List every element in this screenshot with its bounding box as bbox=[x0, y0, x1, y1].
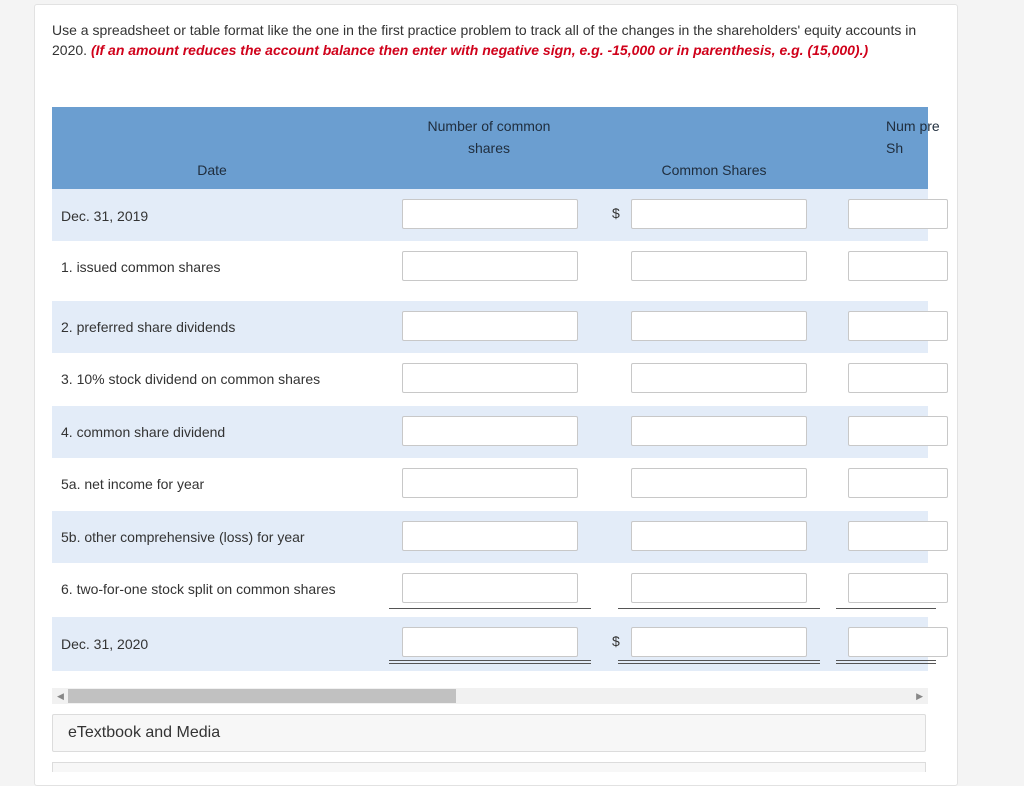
number-preferred-shares-input[interactable] bbox=[848, 199, 948, 229]
row-label: 2. preferred share dividends bbox=[61, 319, 236, 335]
dollar-sign: $ bbox=[612, 205, 620, 221]
number-common-shares-input[interactable] bbox=[402, 416, 578, 446]
number-preferred-shares-input[interactable] bbox=[848, 363, 948, 393]
number-preferred-shares-input[interactable] bbox=[848, 251, 948, 281]
total-double-line-3 bbox=[836, 660, 936, 664]
number-preferred-shares-input[interactable] bbox=[848, 468, 948, 498]
common-shares-amount-input[interactable] bbox=[631, 363, 807, 393]
number-common-shares-input[interactable] bbox=[402, 627, 578, 657]
scroll-left-icon[interactable]: ◀ bbox=[57, 691, 64, 701]
header-date: Date bbox=[197, 162, 227, 178]
row-label: 6. two-for-one stock split on common shares bbox=[61, 581, 336, 597]
table-row bbox=[52, 353, 928, 406]
instructions bbox=[52, 20, 932, 60]
subtotal-line-3 bbox=[836, 608, 936, 609]
number-common-shares-input[interactable] bbox=[402, 468, 578, 498]
scroll-thumb[interactable] bbox=[68, 689, 456, 703]
common-shares-amount-input[interactable] bbox=[631, 416, 807, 446]
header-number-preferred-shares: Num pre Sh bbox=[886, 118, 940, 156]
common-shares-amount-input[interactable] bbox=[631, 199, 807, 229]
common-shares-amount-input[interactable] bbox=[631, 251, 807, 281]
number-preferred-shares-input[interactable] bbox=[848, 311, 948, 341]
header-number-common-shares: Number of common shares bbox=[427, 118, 551, 156]
total-double-line-2 bbox=[618, 660, 820, 664]
row-label: Dec. 31, 2020 bbox=[61, 636, 149, 652]
table-row bbox=[52, 241, 928, 301]
dollar-sign: $ bbox=[612, 633, 620, 649]
common-shares-amount-input[interactable] bbox=[631, 521, 807, 551]
subtotal-line-2 bbox=[618, 608, 820, 609]
table-header bbox=[52, 107, 940, 189]
row-label: 5b. other comprehensive (loss) for year bbox=[61, 529, 305, 545]
next-panel bbox=[52, 762, 926, 772]
instructions-note: (If an amount reduces the account balance then enter with negative sign, e.g. -15,000 or in parenthesis, e.g. (15,000).) bbox=[90, 42, 869, 58]
table-row bbox=[52, 406, 928, 458]
number-preferred-shares-input[interactable] bbox=[848, 573, 948, 603]
common-shares-amount-input[interactable] bbox=[631, 468, 807, 498]
horizontal-scrollbar[interactable] bbox=[52, 688, 928, 704]
table-row bbox=[52, 458, 928, 511]
row-label: 1. issued common shares bbox=[61, 259, 221, 275]
equity-table bbox=[52, 107, 940, 667]
number-common-shares-input[interactable] bbox=[402, 521, 578, 551]
scroll-right-icon[interactable]: ▶ bbox=[916, 691, 923, 701]
header-common-shares: Common Shares bbox=[661, 162, 767, 178]
subtotal-line-1 bbox=[389, 608, 591, 609]
common-shares-amount-input[interactable] bbox=[631, 627, 807, 657]
common-shares-amount-input[interactable] bbox=[631, 311, 807, 341]
instructions-text: Use a spreadsheet or table format like the one in the first practice problem to track all of the changes in the shareholders' equity accounts in 2020. bbox=[52, 22, 917, 58]
etextbook-media-panel[interactable] bbox=[52, 714, 926, 752]
table-row bbox=[52, 189, 928, 241]
number-preferred-shares-input[interactable] bbox=[848, 416, 948, 446]
table-row bbox=[52, 511, 928, 563]
number-common-shares-input[interactable] bbox=[402, 251, 578, 281]
number-preferred-shares-input[interactable] bbox=[848, 627, 948, 657]
row-label: 4. common share dividend bbox=[61, 424, 226, 440]
row-label: Dec. 31, 2019 bbox=[61, 208, 149, 224]
total-double-line-1 bbox=[389, 660, 591, 664]
table-row bbox=[52, 301, 928, 353]
row-label: 3. 10% stock dividend on common shares bbox=[61, 371, 321, 387]
number-preferred-shares-input[interactable] bbox=[848, 521, 948, 551]
number-common-shares-input[interactable] bbox=[402, 311, 578, 341]
number-common-shares-input[interactable] bbox=[402, 573, 578, 603]
number-common-shares-input[interactable] bbox=[402, 199, 578, 229]
etextbook-media-label: eTextbook and Media bbox=[68, 724, 221, 741]
common-shares-amount-input[interactable] bbox=[631, 573, 807, 603]
row-label: 5a. net income for year bbox=[61, 476, 205, 492]
number-common-shares-input[interactable] bbox=[402, 363, 578, 393]
